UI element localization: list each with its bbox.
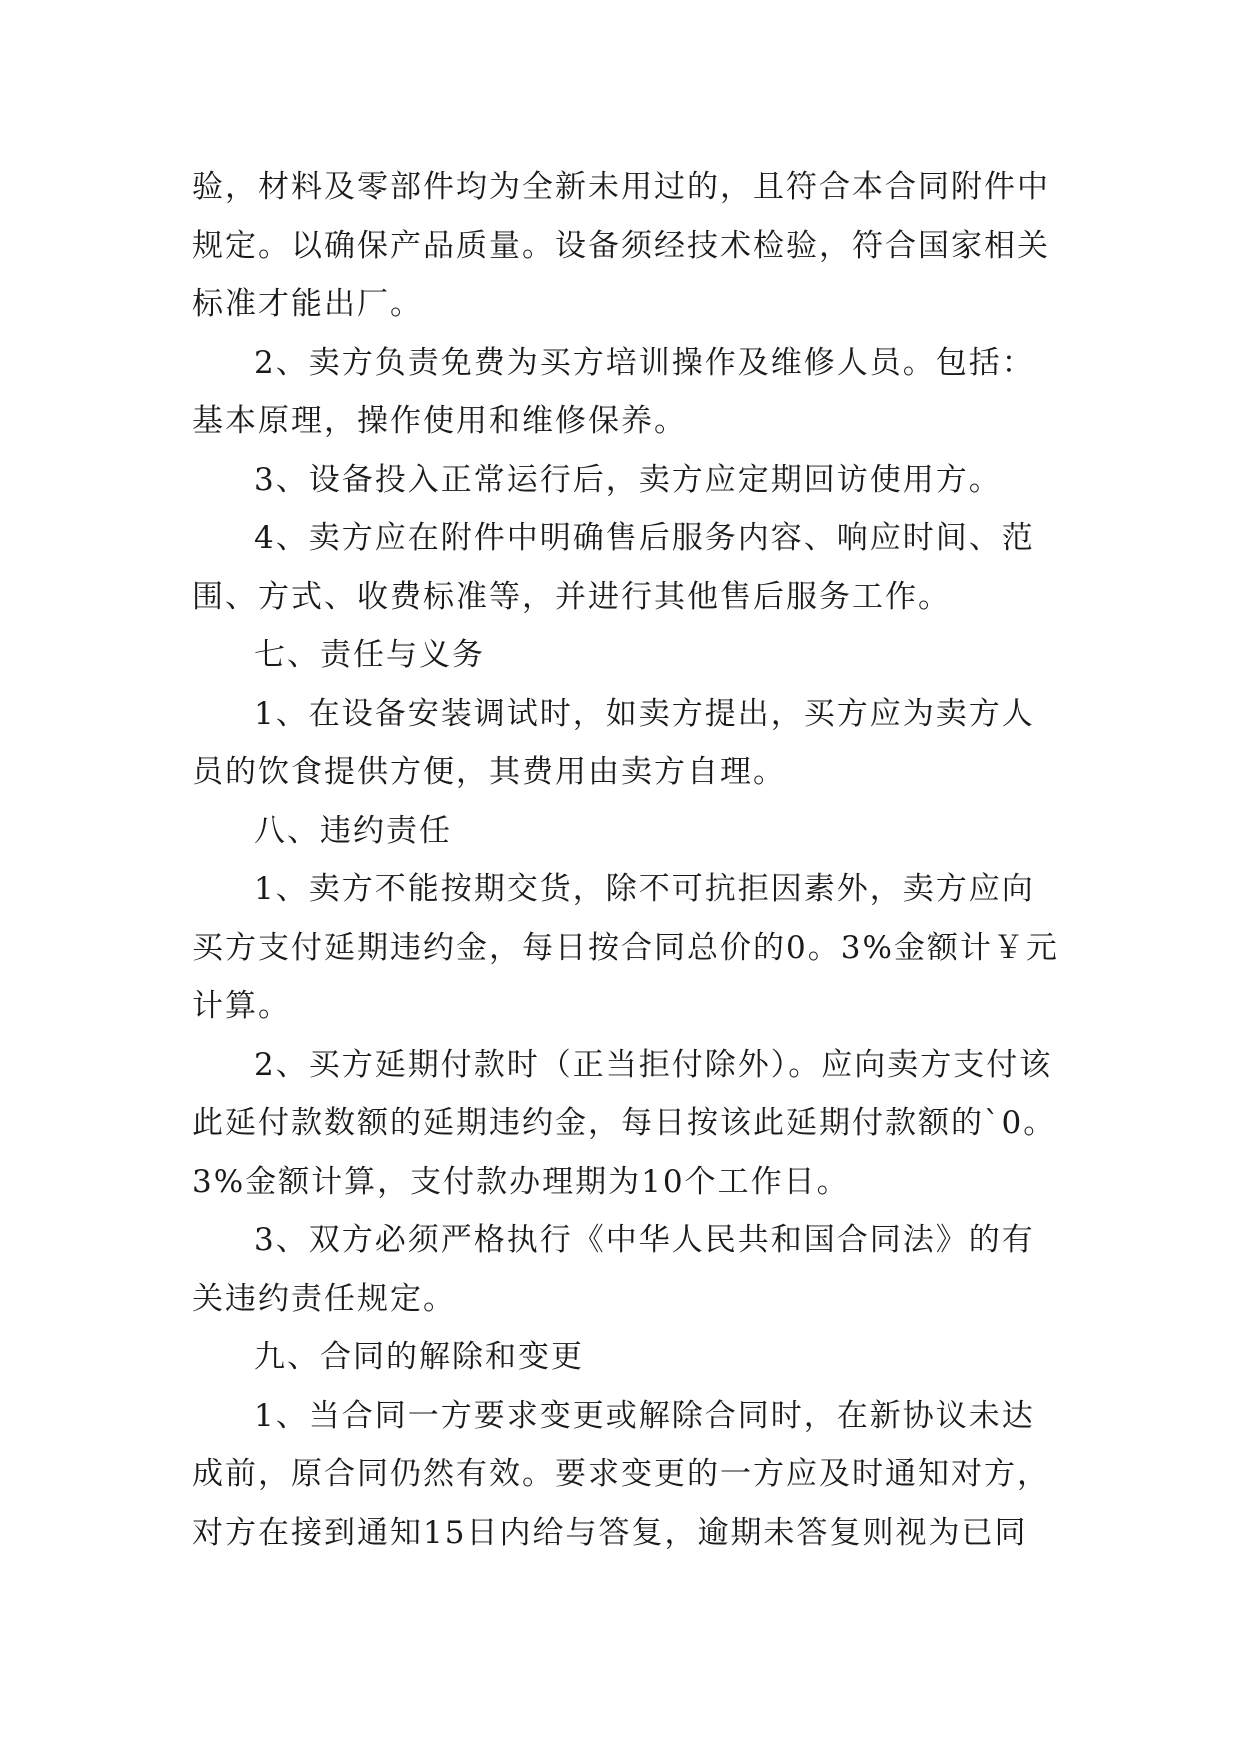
text-line: 关违约责任规定。 xyxy=(192,1280,456,1317)
text-line: 3、双方必须严格执行《中华人民共和国合同法》的有 xyxy=(254,1222,1035,1258)
text-line: 1、当合同一方要求变更或解除合同时，在新协议未达 xyxy=(254,1397,1035,1434)
section-heading: 八、违约责任 xyxy=(254,812,452,849)
text-line: 此延付款数额的延期违约金，每日按该此延期付款额的`0。 xyxy=(192,1105,1057,1141)
text-line: 买方支付延期违约金，每日按合同总价的0。3%金额计￥元 xyxy=(192,929,1059,966)
text-line: 1、卖方不能按期交货，除不可抗拒因素外，卖方应向 xyxy=(254,871,1035,907)
section-heading: 七、责任与义务 xyxy=(254,637,485,673)
text-line: 1、在设备安装调试时，如卖方提出，买方应为卖方人 xyxy=(254,695,1035,732)
text-line: 成前，原合同仍然有效。要求变更的一方应及时通知对方， xyxy=(192,1456,1050,1492)
text-line: 2、卖方负责免费为买方培训操作及维修人员。包括： xyxy=(254,344,1035,381)
text-line: 验，材料及零部件均为全新未用过的，且符合本合同附件中 xyxy=(192,169,1050,205)
text-line: 标准才能出厂。 xyxy=(192,286,423,322)
text-line: 围、方式、收费标准等，并进行其他售后服务工作。 xyxy=(192,578,951,615)
contract-body-text xyxy=(192,158,1062,1562)
text-line: 员的饮食提供方便，其费用由卖方自理。 xyxy=(192,754,786,790)
text-line: 基本原理，操作使用和维修保养。 xyxy=(192,403,687,439)
text-line: 2、买方延期付款时（正当拒付除外）。应向卖方支付该 xyxy=(254,1046,1053,1083)
text-line: 4、卖方应在附件中明确售后服务内容、响应时间、范 xyxy=(254,520,1035,556)
section-heading: 九、合同的解除和变更 xyxy=(254,1339,584,1375)
text-line: 3%金额计算，支付款办理期为10个工作日。 xyxy=(192,1163,850,1200)
text-line: 对方在接到通知15日内给与答复，逾期未答复则视为已同 xyxy=(192,1514,1028,1551)
text-line: 规定。以确保产品质量。设备须经技术检验，符合国家相关 xyxy=(192,227,1050,264)
text-line: 3、设备投入正常运行后，卖方应定期回访使用方。 xyxy=(254,461,1002,498)
text-line: 计算。 xyxy=(192,988,291,1024)
